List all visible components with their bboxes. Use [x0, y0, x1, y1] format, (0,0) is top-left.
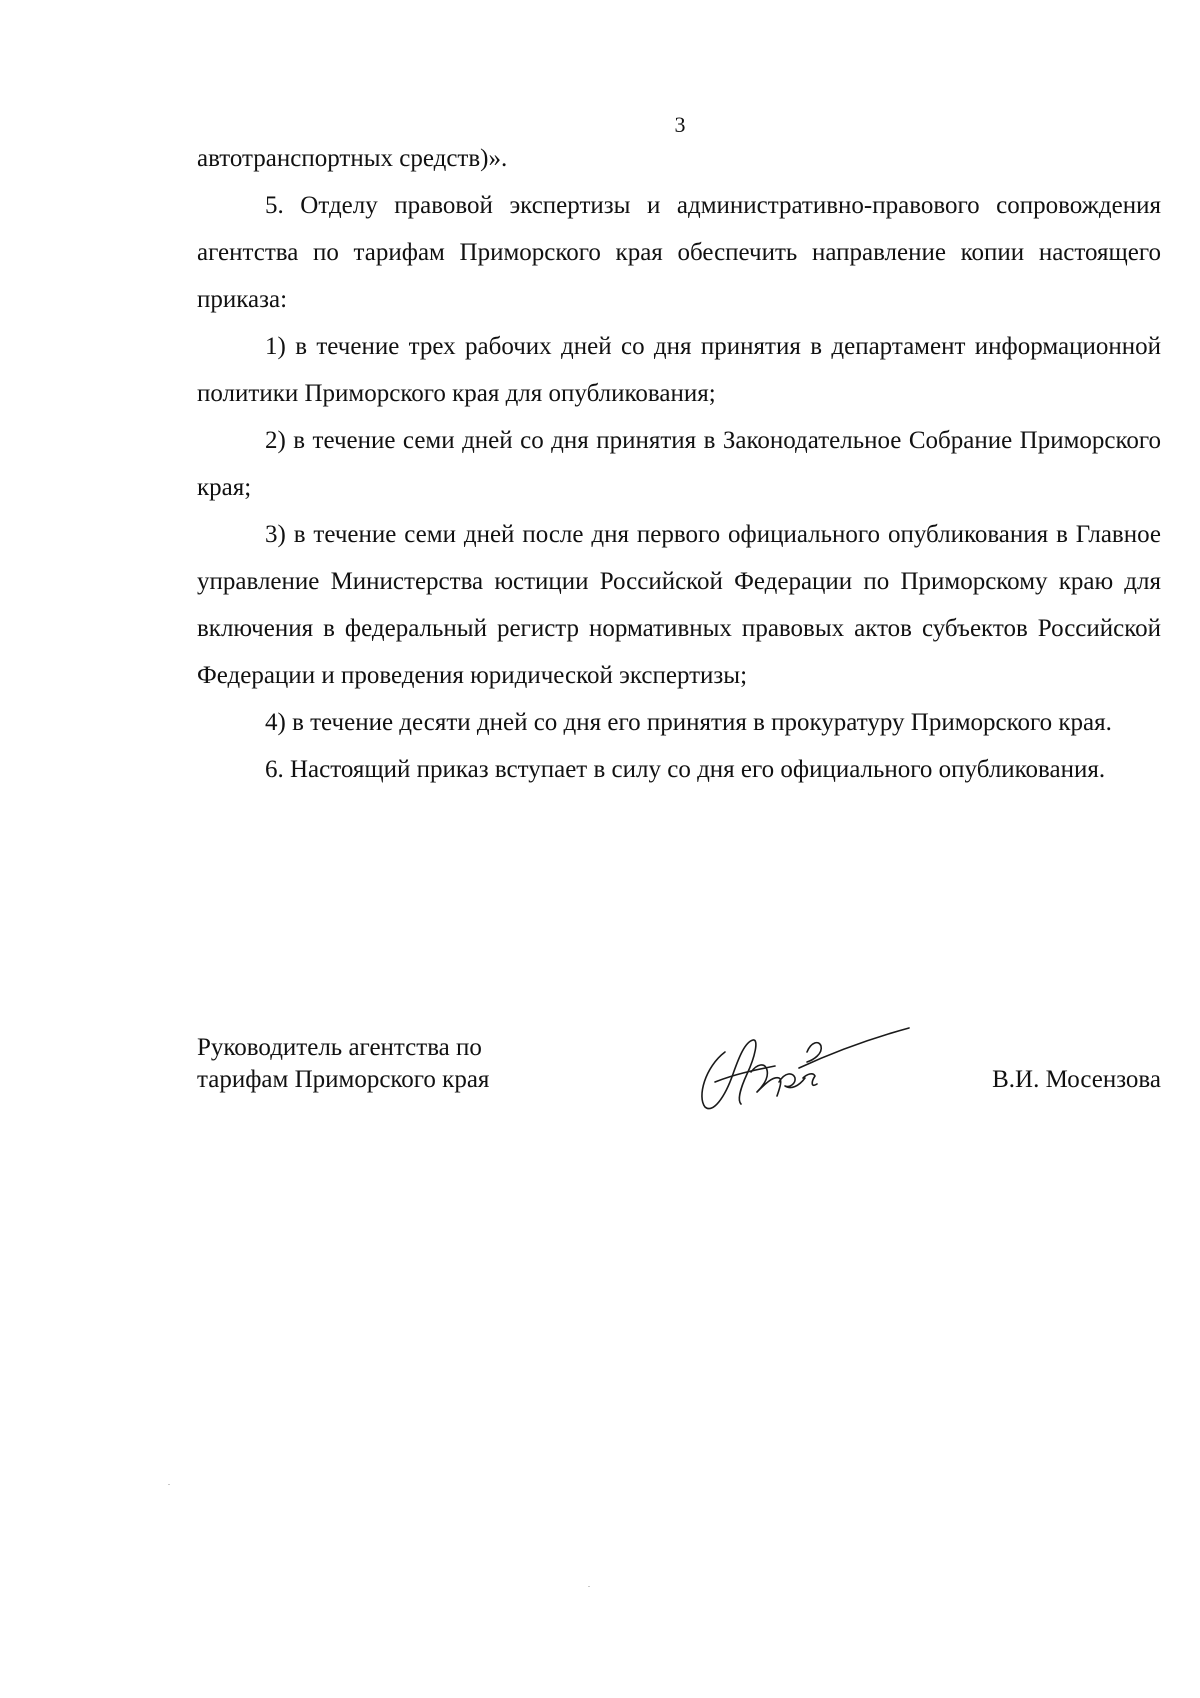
paragraph-continuation: автотранспортных средств)». [197, 145, 508, 172]
subitem-1: 1) в течение трех рабочих дней со дня принятия в департамент информационной политики Приморского края для опубликования; [197, 333, 1161, 407]
scan-speck [168, 1484, 170, 1485]
scan-speck [588, 1586, 590, 1587]
order-body [197, 135, 1161, 793]
subitem-4: 4) в течение десяти дней со дня его принятия в прокуратуру Приморского края. [265, 709, 1112, 736]
signatory-title-line-2: тарифам Приморского края [197, 1066, 490, 1093]
subitem-3: 3) в течение семи дней после дня первого официального опубликования в Главное управление Министерства юстиции Российской Федерации по Приморскому краю для включения в федеральный регистр нормативных правовых актов субъектов Российской Федерации и проведения юридической экспертизы; [197, 521, 1161, 689]
paragraph-item-6: 6. Настоящий приказ вступает в силу со дня его официального опубликования. [265, 756, 1106, 783]
signature-block [197, 1032, 1161, 1142]
page-number: 3 [674, 112, 686, 137]
signatory-title-line-1: Руководитель агентства по [197, 1034, 482, 1061]
signatory-title [197, 1032, 617, 1096]
handwritten-signature [695, 1012, 915, 1122]
subitem-2: 2) в течение семи дней со дня принятия в Законодательное Собрание Приморского края; [197, 427, 1161, 501]
signatory-name: В.И. Мосензова [992, 1066, 1161, 1093]
paragraph-item-5: 5. Отделу правовой экспертизы и административно-правового сопровождения агентства по тарифам Приморского края обеспечить направление копии настоящего приказа: [197, 192, 1161, 313]
